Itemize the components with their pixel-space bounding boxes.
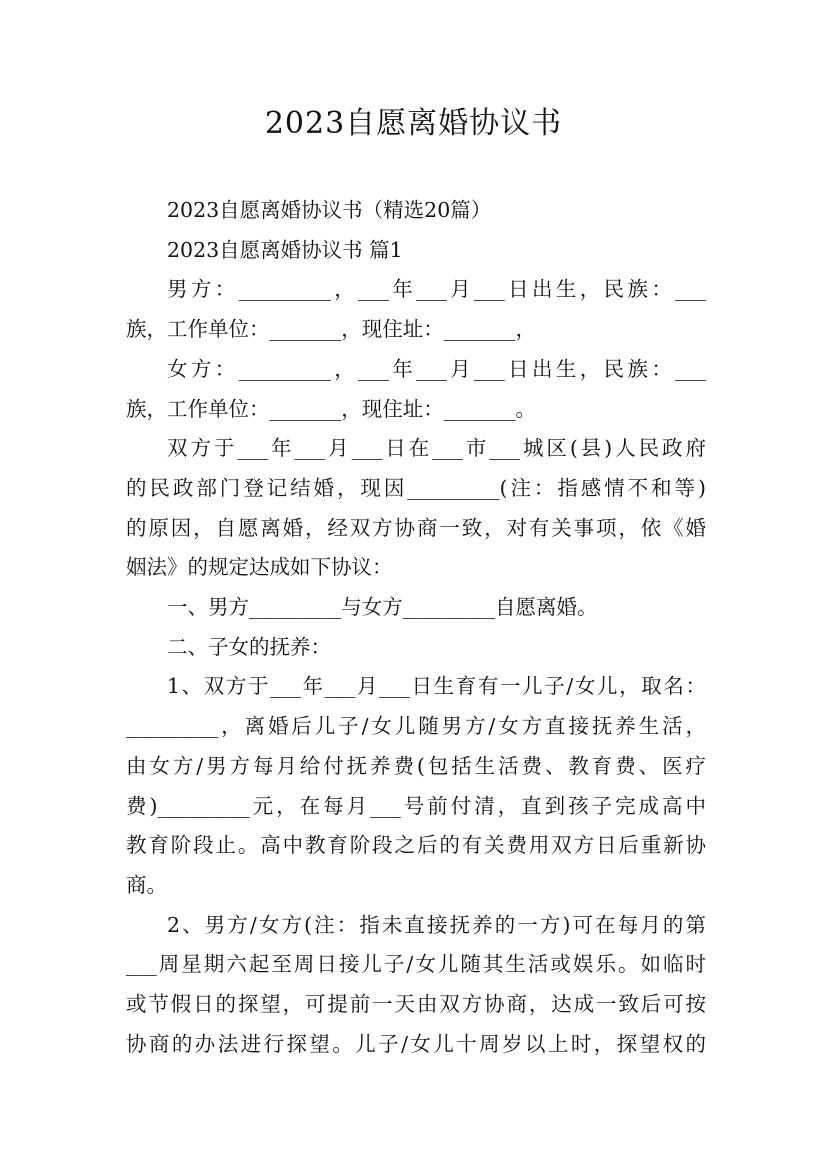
paragraph-line: 由女方/男方每月给付抚养费(包括生活费、教育费、医疗 <box>126 753 706 778</box>
section-heading: 2023自愿离婚协议书 篇1 <box>167 237 403 262</box>
document-subtitle: 2023自愿离婚协议书（精选20篇） <box>167 198 492 222</box>
paragraph-female-party <box>126 350 706 429</box>
paragraph-line: 双方于___年___月___日在___市___城区(县)人民政府 <box>167 436 706 461</box>
paragraph-line: 商。 <box>126 872 167 897</box>
paragraph-line: 的原因，自愿离婚，经双方协商一致，对有关事项，依《婚 <box>126 515 706 540</box>
paragraph-line: 二、子女的抚养： <box>167 634 331 659</box>
paragraph-line: 女方：_________，___年___月___日出生，民族：___ <box>167 356 706 381</box>
paragraph-line: 2、男方/女方(注：指未直接抚养的一方)可在每月的第 <box>167 912 706 937</box>
paragraph-line: ___周星期六起至周日接儿子/女儿随其生活或娱乐。如临时 <box>126 952 706 977</box>
clause-two-item-two <box>126 906 706 1065</box>
paragraph-line: _________，离婚后儿子/女儿随男方/女方直接抚养生活， <box>126 714 706 739</box>
clause-two-heading <box>126 628 706 668</box>
document-title: 2023自愿离婚协议书 <box>264 106 563 141</box>
paragraph-marriage-registration <box>126 429 706 588</box>
paragraph-line: 1、双方于___年___月___日生育有一儿子/女儿，取名： <box>167 674 706 699</box>
paragraph-line: 族，工作单位：_______，现住址：_______， <box>126 317 536 342</box>
paragraph-line: 姻法》的规定达成如下协议： <box>126 555 393 580</box>
paragraph-line: 费)_________元，在每月___号前付清，直到孩子完成高中 <box>126 793 706 818</box>
paragraph-line: 或节假日的探望，可提前一天由双方协商，达成一致后可按 <box>126 992 706 1017</box>
clause-one <box>126 588 706 628</box>
paragraph-line: 族，工作单位：_______，现住址：_______。 <box>126 396 536 421</box>
document-body <box>126 191 706 1064</box>
paragraph-line: 教育阶段止。高中教育阶段之后的有关费用双方日后重新协 <box>126 833 706 858</box>
paragraph-line: 协商的办法进行探望。儿子/女儿十周岁以上时，探望权的 <box>126 1031 706 1056</box>
paragraph-male-party <box>126 270 706 349</box>
paragraph-line: 一、男方_________与女方_________自愿离婚。 <box>167 595 598 620</box>
paragraph-line: 男方：_________，___年___月___日出生，民族：___ <box>167 277 706 302</box>
paragraph-line: 的民政部门登记结婚，现因_________(注：指感情不和等) <box>126 475 706 500</box>
clause-two-item-one <box>126 667 706 905</box>
